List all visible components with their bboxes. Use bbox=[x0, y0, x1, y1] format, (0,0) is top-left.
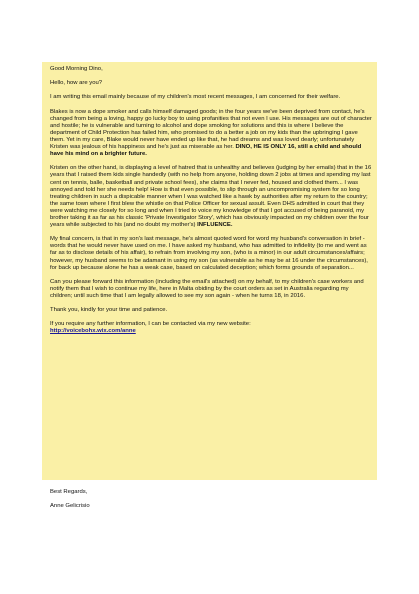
blakes-emphasis: DINO, HE IS ONLY 16, still a child and should have his mind on a brighter future. bbox=[50, 144, 362, 158]
website-link[interactable]: http://voicebohx.wix.com/anne bbox=[50, 328, 136, 335]
letter-body bbox=[50, 66, 372, 336]
question: Hello, how are you? bbox=[50, 80, 103, 87]
blakes-text: Blakes is now a dope smoker and calls himself damaged goods; in the four years we've been deprived from contact, he's changed from being a loving, happy go lucky boy to using profanities that not even I use. His messages are out of character and hostile; he is vulnerable and turning to alcohol and dope smoking for solutions and this is where I believe the department of Child Protection has failed him, who promised to do a better a job on my kids than the upbringing I gave them. Yet in my care, Blake would never have ended up like that, he had dreams and was loved dearly; unfortunately Kristen was jealous of his happiness and he's just as miserable as her. bbox=[50, 108, 372, 151]
kristen-text: Kristen on the other hand, is displaying a level of hatred that is unhealthy and believes (judging by her emails) that in the 16 years that I raised them kids single handedly (with no help from anyone, holding down 2 jobs at times and spending my last cent on tennis, balle, basketball and private school fees), she claims that I never fed, housed and clothed them... I was annoyed and told her she needs help! How is that even possible, to slip through an uncompromising system for so long treating children in such a dispicable manner when I was watched like a hawk by authorities after my return to the country; the same town where I first blew the whistle on that Police Officer for sexual assult. Even DHS admitted in court that they were watching me closely for so long and when I tried to voice my knowledge of that I got accused of being paranoid, my brother taking it as far as his classic 'Private Investigator Story', which has obviously impacted on my children over the four years while subjected to his (and no doubt my mother's) bbox=[50, 165, 372, 229]
signature: Anne Gelicrisio bbox=[50, 503, 90, 510]
kristen-emphasis: INFLUENCE. bbox=[197, 222, 233, 229]
contact-text: If you require any further information, I can be contacted via my new website: bbox=[50, 321, 251, 328]
blakes-paragraph bbox=[50, 109, 372, 159]
greeting: Good Morning Dino, bbox=[50, 66, 103, 72]
contact-paragraph bbox=[50, 321, 372, 335]
final-concern-paragraph: My final concern, is that in my son's last message, he's almost quoted word for word my husband's conversation in brief - words that he would never have used on me. I have asked my husband, who has admitted to infidelity (to me and went as far as to disclose details of his affair), to refrain from involving my son, (who is a minor) in our adult circumstances/affairs; however, my husband seems to be adamant in using my son (as vulnerable as he may be at 16 under the circumstances), for back up because alone he has a weak case, based on calculated deception; which forms grounds of separation... bbox=[50, 236, 368, 271]
request-paragraph: Can you please forward this information (including the email's attached) on my behalf, to my children's case workers and notify them that I wish to continue my life, here in Malta obiding by the court orders as set in Australia regarding my children; until such time that I am legally allowed to see my son again - when he turns 18, in 2016. bbox=[50, 278, 364, 299]
kristen-paragraph bbox=[50, 165, 372, 229]
closing: Best Regards, bbox=[50, 489, 88, 495]
thanks-line: Thank you, kindly for your time and patience. bbox=[50, 307, 168, 314]
intro-paragraph: I am writing this email mainly because of my children's most recent messages, I am concerned for their welfare. bbox=[50, 94, 341, 101]
letter-closing bbox=[50, 489, 372, 517]
